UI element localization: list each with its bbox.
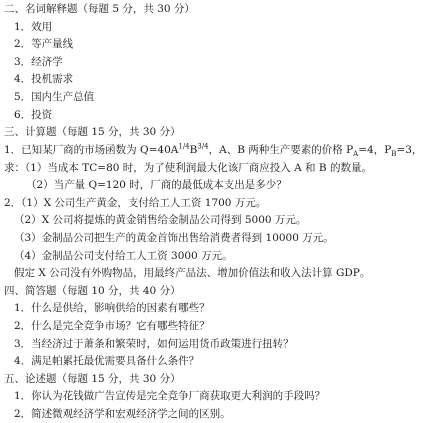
list-item: 2．什么是完全竞争市场？它有哪些特征？: [14, 320, 210, 332]
question-text: ，A、B 两种生产要素的价格 P: [208, 143, 354, 156]
subscript: A: [353, 149, 359, 158]
question-text: B: [189, 143, 198, 156]
question-text: 1．已知某厂商的市场函数为 Q=40A: [4, 143, 179, 156]
question-text: =4，P: [358, 143, 392, 156]
calc-question-2-part-2: （2）X 公司将提炼的黄金销售给金制品公司得到 5000 万元。: [14, 214, 307, 227]
list-item: 3．当经济过于萧条和繁荣时，如何运用货币政策进行扭转？: [14, 337, 294, 350]
list-item: 4．投机需求: [14, 73, 74, 86]
calc-question-1-part-1: 求：（1）当成本 TC=80 时，为了使利润最大化该厂商应投入 A 和 B 的数量。: [4, 161, 372, 174]
section-title-essay: 五、论述题（每题 15 分，共 30 分）: [4, 372, 181, 385]
list-item: 6．投资: [14, 108, 53, 121]
section-title-short-answer: 四、简答题（每题 10 分，共 40 分）: [4, 284, 181, 297]
list-item: 1．你认为花钱做广告宣传是完全竞争厂商获取更大利润的手段吗？: [14, 390, 326, 403]
exponent: 3/4: [197, 142, 209, 151]
calc-question-2-part-3: （3）金制品公司把生产的黄金首饰出售给消费者得到 10000 万元。: [14, 231, 334, 244]
section-title-definitions: 二、名词解释题（每题 5 分，共 30 分）: [4, 3, 195, 15]
calc-question-2-part-1: 2．（1）X 公司生产黄金，支付给工人工资 1700 万元。: [4, 196, 267, 209]
question-text: =3，: [396, 143, 422, 156]
calc-question-2-instruction: 假定 X 公司没有外购物品，用最终产品法、增加价值法和收入法计算 GDP。: [14, 267, 371, 280]
list-item: 5．国内生产总值: [14, 91, 95, 103]
list-item: 3．经济学: [14, 55, 63, 68]
section-title-calculation: 三、计算题（每题 15 分，共 30 分）: [4, 126, 181, 139]
list-item: 1．效用: [14, 20, 53, 33]
calc-question-1: [4, 144, 422, 157]
subscript: B: [391, 149, 397, 158]
exponent: 1/4: [178, 142, 190, 151]
list-item: 2．简述微观经济学和宏观经济学之间的区别。: [14, 408, 231, 420]
list-item: 4．满足帕累托最优需要具备什么条件？: [14, 355, 200, 368]
calc-question-1-part-2: （2）当产量 Q=120 时，厂商的最低成本支出是多少？: [26, 179, 287, 192]
list-item: 1．什么是供给，影响供给的因素有哪些？: [14, 302, 210, 315]
calc-question-2-part-4: （4）金制品公司支付给工人工资 3000 万元。: [14, 249, 233, 262]
list-item: 2．等产量线: [14, 38, 74, 51]
